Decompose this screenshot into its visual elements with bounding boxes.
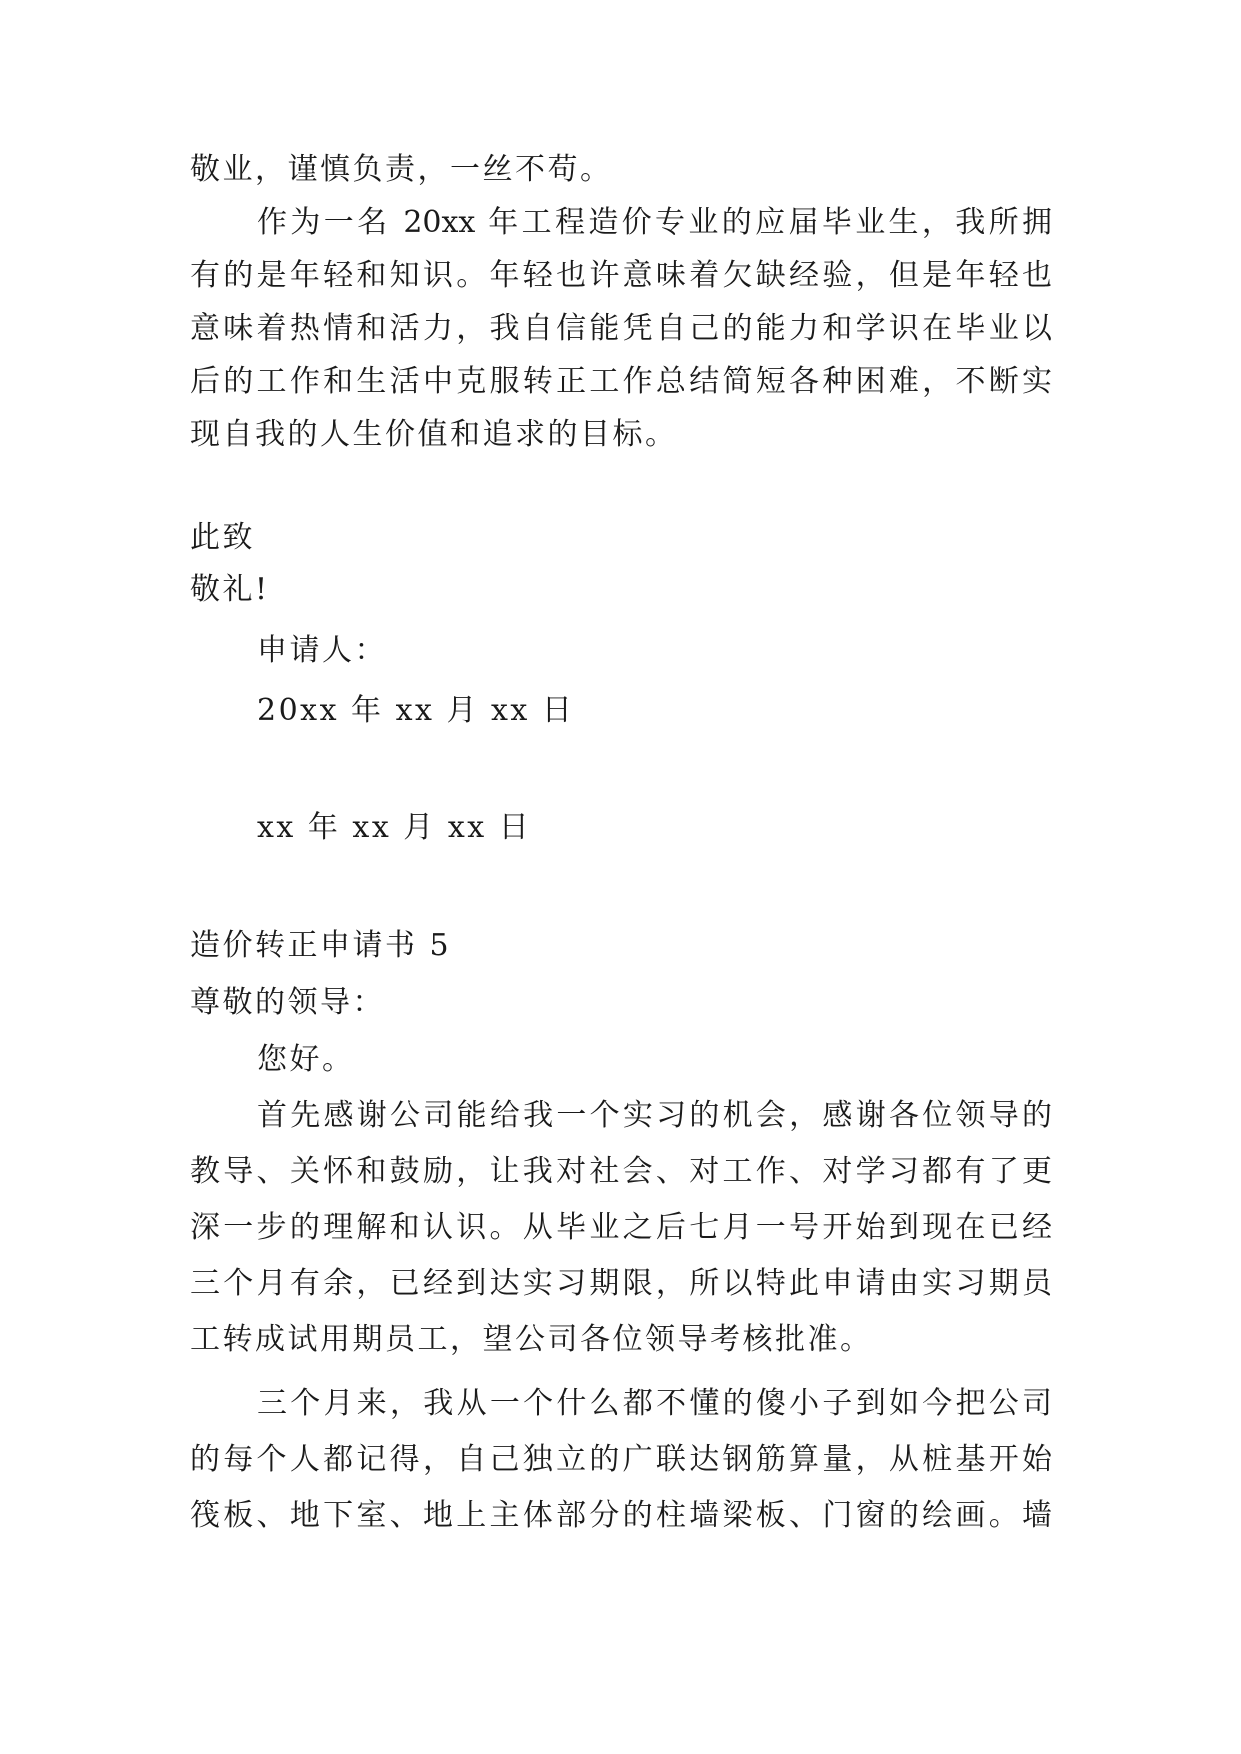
paragraph-first-line: 首先感谢公司能给我一个实习的机会，感谢各位领导的 <box>257 1098 1052 1133</box>
text-line: 三个月有余，已经到达实习期限，所以特此申请由实习期员 <box>190 1266 1052 1301</box>
text-line: 的每个人都记得，自己独立的广联达钢筋算量，从桩基开始 <box>190 1442 1052 1477</box>
text-line: 后的工作和生活中克服转正工作总结简短各种困难，不断实 <box>190 364 1052 399</box>
applicant-label: 申请人： <box>257 633 387 668</box>
text-line: 工转成试用期员工，望公司各位领导考核批准。 <box>190 1322 873 1357</box>
text-line: 筏板、地下室、地上主体部分的柱墙梁板、门窗的绘画。墙 <box>190 1498 1052 1533</box>
text-line: 敬业，谨慎负责，一丝不苟。 <box>190 152 613 187</box>
text-line: 有的是年轻和知识。年轻也许意味着欠缺经验，但是年轻也 <box>190 258 1052 293</box>
greeting: 尊敬的领导： <box>190 985 385 1020</box>
date-line: xx 年 xx 月 xx 日 <box>257 810 532 845</box>
text-line: 教导、关怀和鼓励，让我对社会、对工作、对学习都有了更 <box>190 1154 1052 1189</box>
salutation: 您好。 <box>257 1042 355 1077</box>
text-line: 现自我的人生价值和追求的目标。 <box>190 417 678 452</box>
section-title: 造价转正申请书 5 <box>190 928 452 963</box>
text-line: 意味着热情和活力，我自信能凭自己的能力和学识在毕业以 <box>190 311 1052 346</box>
text-line: 深一步的理解和认识。从毕业之后七月一号开始到现在已经 <box>190 1210 1052 1245</box>
closing-regards: 敬礼! <box>190 572 270 607</box>
signature-date: 20xx 年 xx 月 xx 日 <box>257 693 575 728</box>
closing-salutation: 此致 <box>190 520 255 555</box>
paragraph-first-line: 三个月来，我从一个什么都不懂的傻小子到如今把公司 <box>257 1386 1052 1421</box>
paragraph-first-line: 作为一名 20xx 年工程造价专业的应届毕业生，我所拥 <box>257 205 1052 240</box>
